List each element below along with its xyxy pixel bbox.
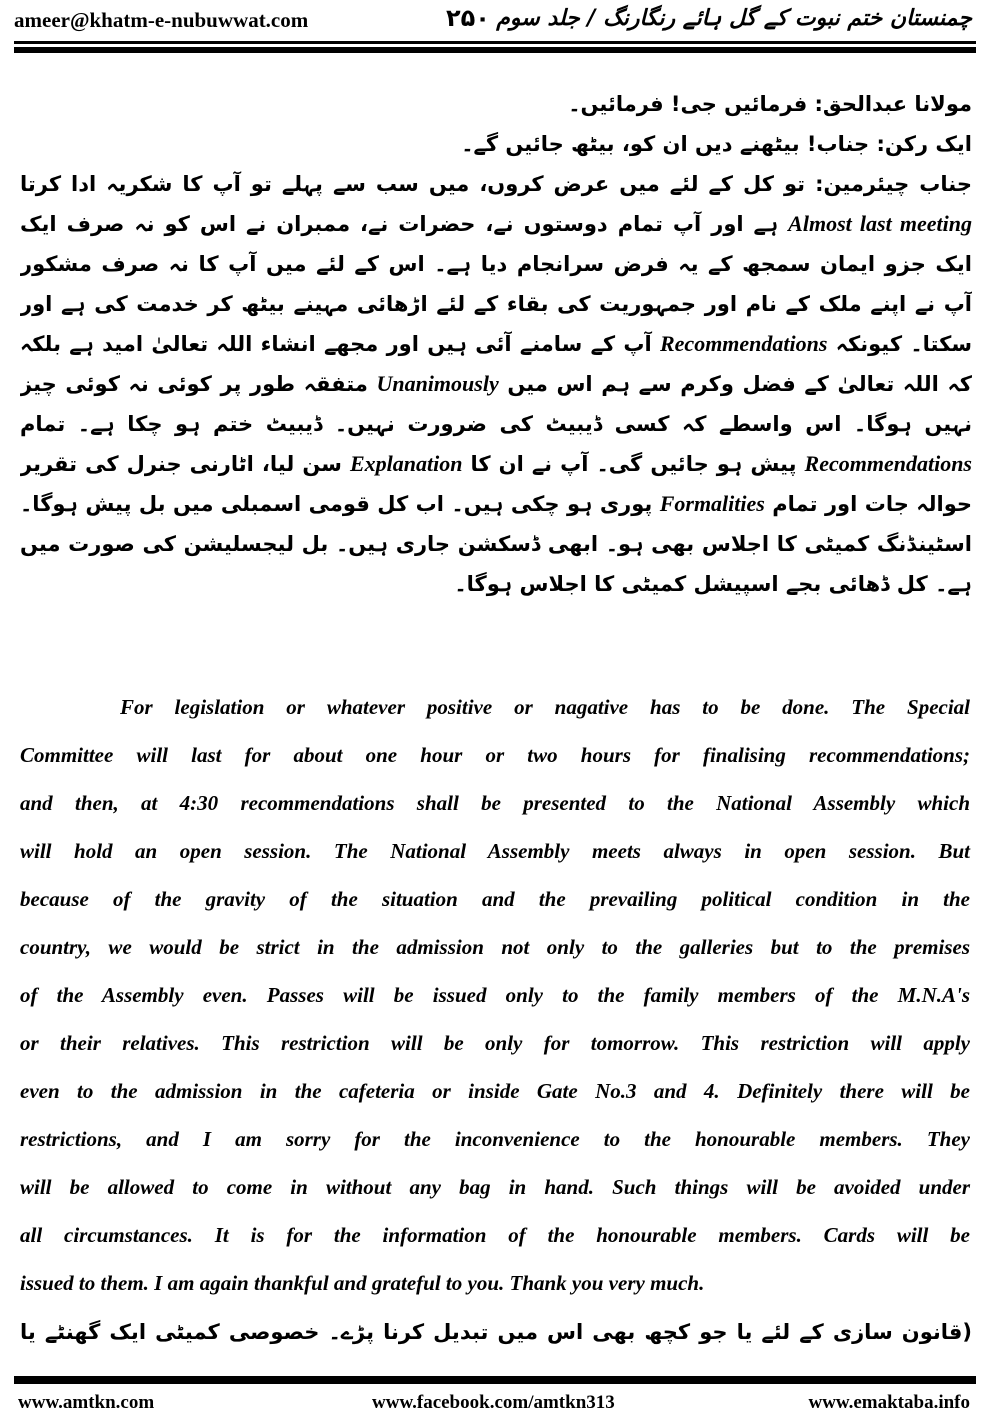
urdu-segment: اسٹینڈنگ کمیٹی کا اجلاس بھی ہو۔ ابھی ڈسکشن جاری ہیں۔ بل لیجسلیشن کی صورت میں	[20, 532, 972, 556]
urdu-line: مولانا عبدالحق: فرمائیں جی! فرمائیں۔	[568, 92, 972, 116]
urdu-segment: پوری ہو چکی ہیں۔ اب کل قومی اسمبلی میں بل پیش ہوگا۔	[20, 492, 653, 516]
english-line: all circumstances. It is for the information of the honourable members. Cards will be	[20, 1223, 970, 1247]
english-term: Recommendations	[659, 331, 828, 356]
urdu-translation-line: (قانون سازی کے لئے یا جو کچھ بھی اس میں تبدیل کرنا پڑے۔ خصوصی کمیٹی ایک گھنٹے یا	[20, 1320, 972, 1344]
urdu-line: ایک جزو ایمان سمجھ کے یہ فرض سرانجام دیا ہے۔ اس کے لئے میں آپ کا نہ صرف مشکور	[20, 252, 972, 276]
english-line: restrictions, and I am sorry for the inconvenience to the honourable members. They	[20, 1127, 970, 1151]
footer-right-link[interactable]: www.emaktaba.info	[808, 1392, 970, 1413]
english-line: For legislation or whatever positive or nagative has to be done. The Special	[120, 695, 970, 719]
urdu-segment: متفقہ طور پر کوئی نہ کوئی چیز	[20, 372, 368, 396]
english-line: because of the gravity of the situation and the prevailing political condition in the	[20, 887, 970, 911]
english-line: issued to them. I am again thankful and grateful to you. Thank you very much.	[20, 1271, 705, 1295]
english-line: will be allowed to come in without any bag in hand. Such things will be avoided under	[20, 1175, 970, 1199]
english-term: Formalities	[659, 491, 765, 516]
header-email: ameer@khatm-e-nubuwwat.com	[14, 8, 309, 32]
urdu-segment: سن لیا، اٹارنی جنرل کی تقریر	[20, 452, 342, 476]
urdu-line	[20, 448, 972, 482]
book-title: چمنستان ختم نبوت کے گل ہائے رنگارنگ / جلد سوم	[496, 6, 972, 31]
urdu-line	[20, 328, 972, 362]
urdu-line	[20, 208, 972, 242]
english-line: Committee will last for about one hour or two hours for finalising recommendations;	[20, 743, 970, 767]
urdu-segment: آپ کے سامنے آئی ہیں اور مجھے انشاء اللہ تعالیٰ امید ہے بلکہ	[20, 332, 652, 356]
footer-rule	[14, 1376, 976, 1384]
page-number: ۲۵۰	[446, 4, 490, 32]
urdu-line: ایک رکن: جناب! بیٹھنے دیں ان کو، بیٹھ جائیں گے۔	[461, 132, 972, 156]
urdu-line: جناب چیئرمین: تو کل کے لئے میں عرض کروں، میں سب سے پہلے تو آپ کا شکریہ ادا کرتا	[20, 172, 972, 196]
english-term: Unanimously	[376, 371, 499, 396]
urdu-line	[20, 528, 972, 562]
urdu-line	[20, 488, 972, 522]
page-header	[0, 0, 990, 40]
footer-center-link[interactable]: www.facebook.com/amtkn313	[372, 1392, 615, 1413]
english-line: country, we would be strict in the admission not only to the galleries but to the premises	[20, 935, 970, 959]
urdu-line	[20, 368, 972, 402]
urdu-line: آپ نے اپنے ملک کے نام اور جمہوریت کی بقاء کے لئے اڑھائی مہینے بیٹھ کر خدمت کی ہے اور	[20, 292, 972, 316]
urdu-segment: ہے اور آپ تمام دوستوں نے، حضرات نے، ممبران نے اس کو نہ صرف ایک	[20, 212, 779, 236]
header-rule-thin	[14, 41, 976, 44]
english-line: will hold an open session. The National Assembly meets always in open session. But	[20, 839, 970, 863]
english-term: Explanation	[349, 451, 463, 476]
english-line: of the Assembly even. Passes will be issued only to the family members of the M.N.A's	[20, 983, 970, 1007]
header-rule-thick	[14, 47, 976, 53]
english-line: and then, at 4:30 recommendations shall be presented to the National Assembly which	[20, 791, 970, 815]
urdu-segment: حوالہ جات اور تمام	[764, 492, 972, 516]
urdu-segment: پیش ہو جائیں گی۔ آپ نے ان کا	[462, 452, 805, 476]
english-term: Recommendations	[804, 451, 972, 476]
footer-left-link[interactable]: www.amtkn.com	[18, 1392, 155, 1413]
english-term: Almost last meeting	[788, 211, 972, 236]
urdu-line: ہے۔ کل ڈھائی بجے اسپیشل کمیٹی کا اجلاس ہوگا۔	[454, 572, 972, 596]
english-line: even to the admission in the cafeteria or inside Gate No.3 and 4. Definitely there will be	[20, 1079, 970, 1103]
urdu-segment: سکتا۔ کیونکہ	[827, 332, 972, 356]
urdu-line: نہیں ہوگا۔ اس واسطے کہ کسی ڈیبیٹ کی ضرورت نہیں۔ ڈیبیٹ ختم ہو چکا ہے۔ تمام	[20, 412, 972, 436]
urdu-segment: کہ اللہ تعالیٰ کے فضل وکرم سے ہم اس میں	[498, 372, 972, 396]
english-line: or their relatives. This restriction will be only for tomorrow. This restriction will apply	[20, 1031, 970, 1055]
